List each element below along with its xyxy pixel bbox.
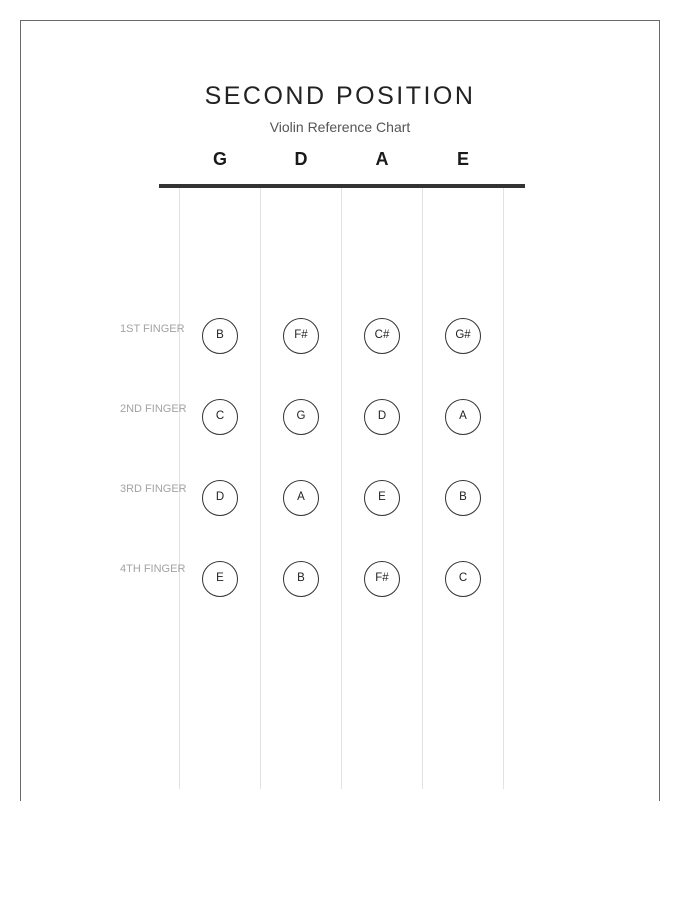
fingerboard-line [422, 188, 423, 789]
note-d-string-finger-2: G [283, 399, 319, 435]
string-name-d: D [294, 149, 308, 169]
string-name-a: A [375, 149, 389, 169]
note-d-string-finger-4: B [283, 561, 319, 597]
note-a-string-finger-2: D [364, 399, 400, 435]
note-g-string-finger-1: B [202, 318, 238, 354]
note-g-string-finger-4: E [202, 561, 238, 597]
finger-label-4: 4TH FINGER [120, 563, 186, 575]
note-g-string-finger-2: C [202, 399, 238, 435]
note-e-string-finger-1: G# [445, 318, 481, 354]
note-e-string-finger-3: B [445, 480, 481, 516]
fingerboard-line [503, 188, 504, 789]
chart-sheet [20, 20, 660, 801]
chart-title: SECOND POSITION [204, 82, 476, 110]
finger-label-3: 3RD FINGER [120, 483, 187, 495]
finger-label-1: 1ST FINGER [120, 323, 185, 335]
note-g-string-finger-3: D [202, 480, 238, 516]
note-a-string-finger-3: E [364, 480, 400, 516]
string-name-g: G [212, 149, 227, 169]
finger-label-2: 2ND FINGER [120, 403, 187, 415]
note-d-string-finger-3: A [283, 480, 319, 516]
string-name-e: E [456, 149, 469, 169]
fingerboard-line [260, 188, 261, 789]
note-a-string-finger-1: C# [364, 318, 400, 354]
note-e-string-finger-2: A [445, 399, 481, 435]
note-a-string-finger-4: F# [364, 561, 400, 597]
note-d-string-finger-1: F# [283, 318, 319, 354]
nut-line [159, 184, 525, 188]
chart-subtitle: Violin Reference Chart [269, 119, 411, 135]
fingerboard-line [341, 188, 342, 789]
note-e-string-finger-4: C [445, 561, 481, 597]
